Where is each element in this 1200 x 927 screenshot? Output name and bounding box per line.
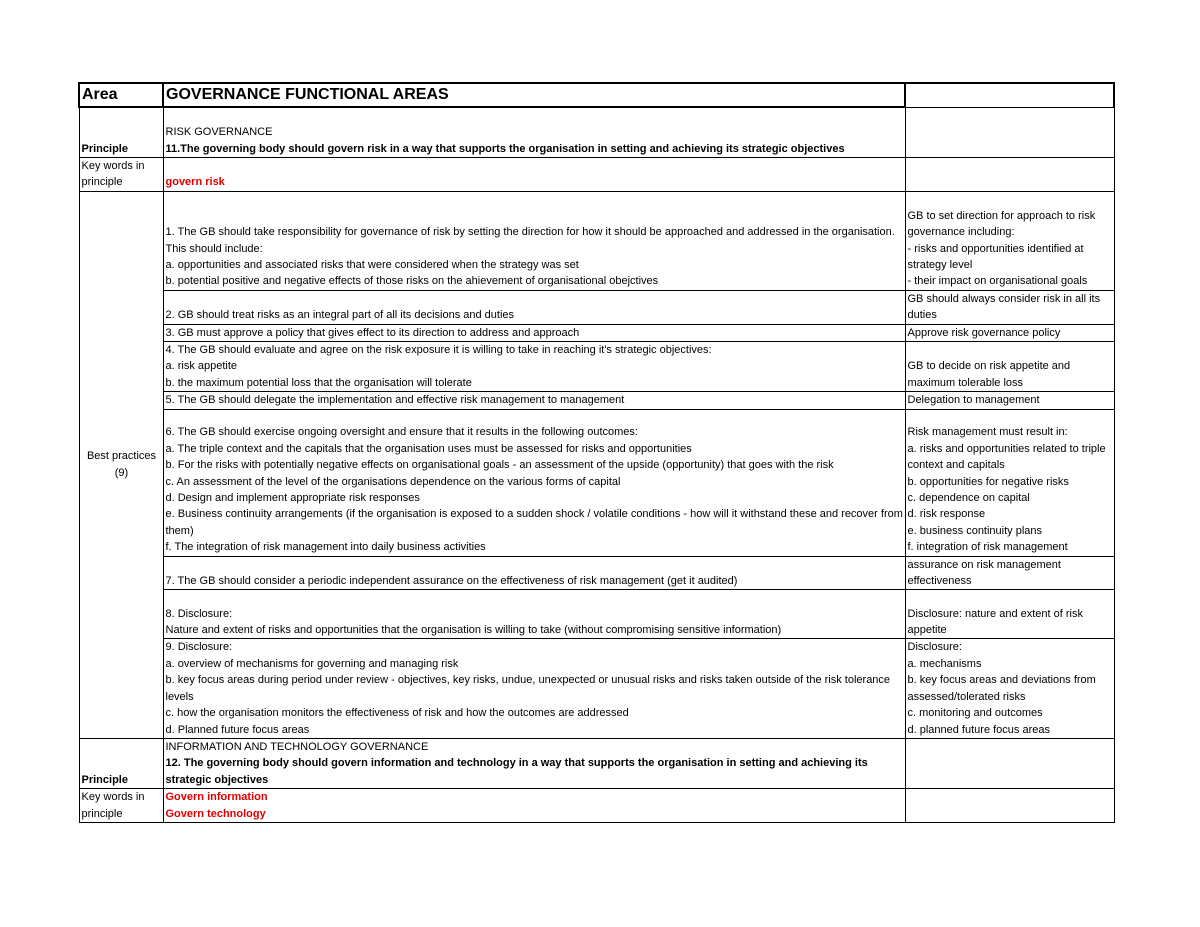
principle-text: 12. The governing body should govern information and technology in a way that supports the organisation in setting and achieving its strategic objectives [165, 757, 868, 786]
principle-label: Principle [79, 107, 163, 158]
title-header: GOVERNANCE FUNCTIONAL AREAS [163, 83, 905, 107]
practice-text [163, 590, 905, 639]
practice-line: 9. Disclosure: [165, 641, 233, 654]
note-line: Disclosure: nature and extent of risk appetite [907, 607, 1083, 637]
practice-text [163, 191, 905, 290]
practice-row [79, 639, 1114, 738]
practice-line: 2. GB should treat risks as an integral part of all its decisions and duties [165, 309, 515, 322]
note-line: GB should always consider risk in all its duties [907, 292, 1101, 322]
practice-line: 8. Disclosure: [165, 607, 233, 620]
note-line: d. risk response [907, 508, 986, 521]
practice-line: a. opportunities and associated risks that were considered when the strategy was set [165, 259, 579, 271]
notes-header [905, 83, 1114, 107]
practice-line: b. the maximum potential loss that the organisation will tolerate [165, 376, 472, 389]
practice-row [79, 392, 1114, 409]
note-line: Approve risk governance policy [907, 326, 1061, 339]
note-line: - risks and opportunities identified at strategy level [907, 242, 1084, 271]
risk-principle-row [79, 107, 1114, 158]
practice-line: 6. The GB should exercise ongoing oversight and ensure that it results in the following outcomes: [165, 426, 638, 439]
practice-line: f. The integration of risk management into daily business activities [165, 541, 486, 554]
practice-row [79, 556, 1114, 590]
practice-line: 4. The GB should evaluate and agree on the risk exposure it is willing to take in reaching it's strategic objectives: [165, 344, 712, 357]
practice-line: a. The triple context and the capitals that the organisation uses must be assessed for risks and opportunities [165, 442, 692, 455]
practice-text [163, 324, 905, 341]
practice-note [905, 639, 1114, 738]
note-line: b. opportunities for negative risks [907, 475, 1069, 488]
keywords-label-line: principle [81, 176, 123, 189]
practice-line: 1. The GB should take responsibility for governance of risk by setting the direction for how it should be approached and addressed in the organisation. This should include: [165, 226, 895, 255]
keywords-label-line: Key words in [81, 160, 145, 172]
practice-text [163, 409, 905, 556]
practice-note [905, 342, 1114, 392]
practice-line: d. Planned future focus areas [165, 723, 310, 736]
note-line: - their impact on organisational goals [907, 275, 1088, 288]
practice-line: e. Business continuity arrangements (if the organisation is exposed to a sudden shock / volatile conditions - how will it withstand these and recover from them) [165, 508, 903, 537]
note-line: Disclosure: [907, 641, 962, 654]
practice-line: 3. GB must approve a policy that gives effect to its direction to address and approach [165, 326, 580, 339]
it-principle-cell [163, 738, 905, 788]
it-keywords-row [79, 789, 1114, 823]
practice-note [905, 409, 1114, 556]
note-line: b. key focus areas and deviations from assessed/tolerated risks [907, 674, 1096, 703]
practice-text [163, 342, 905, 392]
note-line: c. dependence on capital [907, 492, 1030, 505]
practice-line: c. An assessment of the level of the organisations dependence on the various forms of capital [165, 475, 621, 488]
principle-text: 11.The governing body should govern risk in a way that supports the organisation in setting and achieving its strategic objectives [165, 142, 845, 155]
keyword-govern-technology: Govern technology [165, 807, 266, 820]
note-line: e. business continuity plans [907, 524, 1043, 537]
empty-cell [905, 789, 1114, 823]
best-practices-label [79, 191, 163, 738]
keywords-label [79, 789, 163, 823]
risk-principle-cell [163, 107, 905, 158]
practice-text [163, 392, 905, 409]
note-line: a. risks and opportunities related to triple context and capitals [907, 442, 1106, 472]
keyword-govern-information: Govern information [165, 791, 268, 804]
practice-line: b. key focus areas during period under review - objectives, key risks, undue, unexpected or unusual risks and risks taken outside of the risk tolerance levels [165, 674, 891, 703]
practice-row [79, 290, 1114, 324]
note-line: GB to set direction for approach to risk governance including: [907, 209, 1096, 239]
note-line: Delegation to management [907, 394, 1040, 407]
practice-text [163, 290, 905, 324]
section-title: RISK GOVERNANCE [165, 126, 273, 139]
governance-table-sheet [78, 82, 1113, 823]
area-header: Area [79, 83, 163, 107]
principle-label: Principle [79, 738, 163, 788]
empty-cell [905, 107, 1114, 158]
keywords-label [79, 158, 163, 192]
note-line: GB to decide on risk appetite and maximum tolerable loss [907, 360, 1071, 389]
practice-line: a. risk appetite [165, 360, 238, 373]
practice-line: 7. The GB should consider a periodic independent assurance on the effectiveness of risk management (get it audited) [165, 575, 738, 588]
practice-line: d. Design and implement appropriate risk responses [165, 492, 420, 505]
note-line: f. integration of risk management [907, 541, 1068, 554]
practice-line: a. overview of mechanisms for governing and managing risk [165, 657, 459, 670]
practice-line: 5. The GB should delegate the implementation and effective risk management to management [165, 394, 625, 407]
practice-row [79, 324, 1114, 341]
risk-keywords-row [79, 158, 1114, 192]
practice-line: b. potential positive and negative effects of those risks on the ahievement of organisational obejctives [165, 275, 659, 288]
practice-note [905, 590, 1114, 639]
it-keywords-cell [163, 789, 905, 823]
governance-table [78, 82, 1115, 823]
note-line: a. mechanisms [907, 657, 982, 670]
practice-line: Nature and extent of risks and opportunities that the organisation is willing to take (without compromising sensitive information) [165, 624, 782, 637]
practice-row [79, 191, 1114, 290]
practice-note [905, 556, 1114, 590]
note-line: Risk management must result in: [907, 426, 1068, 439]
practice-note [905, 290, 1114, 324]
header-row [79, 83, 1114, 107]
keywords-label-line: Key words in [81, 791, 145, 804]
practice-note [905, 191, 1114, 290]
practice-line: c. how the organisation monitors the effectiveness of risk and how the outcomes are addressed [165, 707, 629, 720]
empty-cell [905, 158, 1114, 192]
note-line: c. monitoring and outcomes [907, 707, 1043, 720]
section-title: INFORMATION AND TECHNOLOGY GOVERNANCE [165, 740, 429, 753]
keywords-label-line: principle [81, 807, 123, 820]
empty-cell [905, 738, 1114, 788]
practice-line: b. For the risks with potentially negative effects on organisational goals - an assessment of the upside (opportunity) that goes with the risk [165, 459, 834, 472]
note-line: d. planned future focus areas [907, 723, 1050, 736]
practice-note [905, 392, 1114, 409]
note-line: assurance on risk management effectiveness [907, 558, 1061, 588]
practice-row [79, 409, 1114, 556]
it-principle-row [79, 738, 1114, 788]
best-practices-line: Best practices [86, 450, 157, 463]
practice-text [163, 639, 905, 738]
practice-row [79, 342, 1114, 392]
practice-note [905, 324, 1114, 341]
practice-row [79, 590, 1114, 639]
keyword-govern-risk: govern risk [163, 158, 905, 192]
practice-text [163, 556, 905, 590]
best-practices-count: (9) [114, 466, 129, 479]
